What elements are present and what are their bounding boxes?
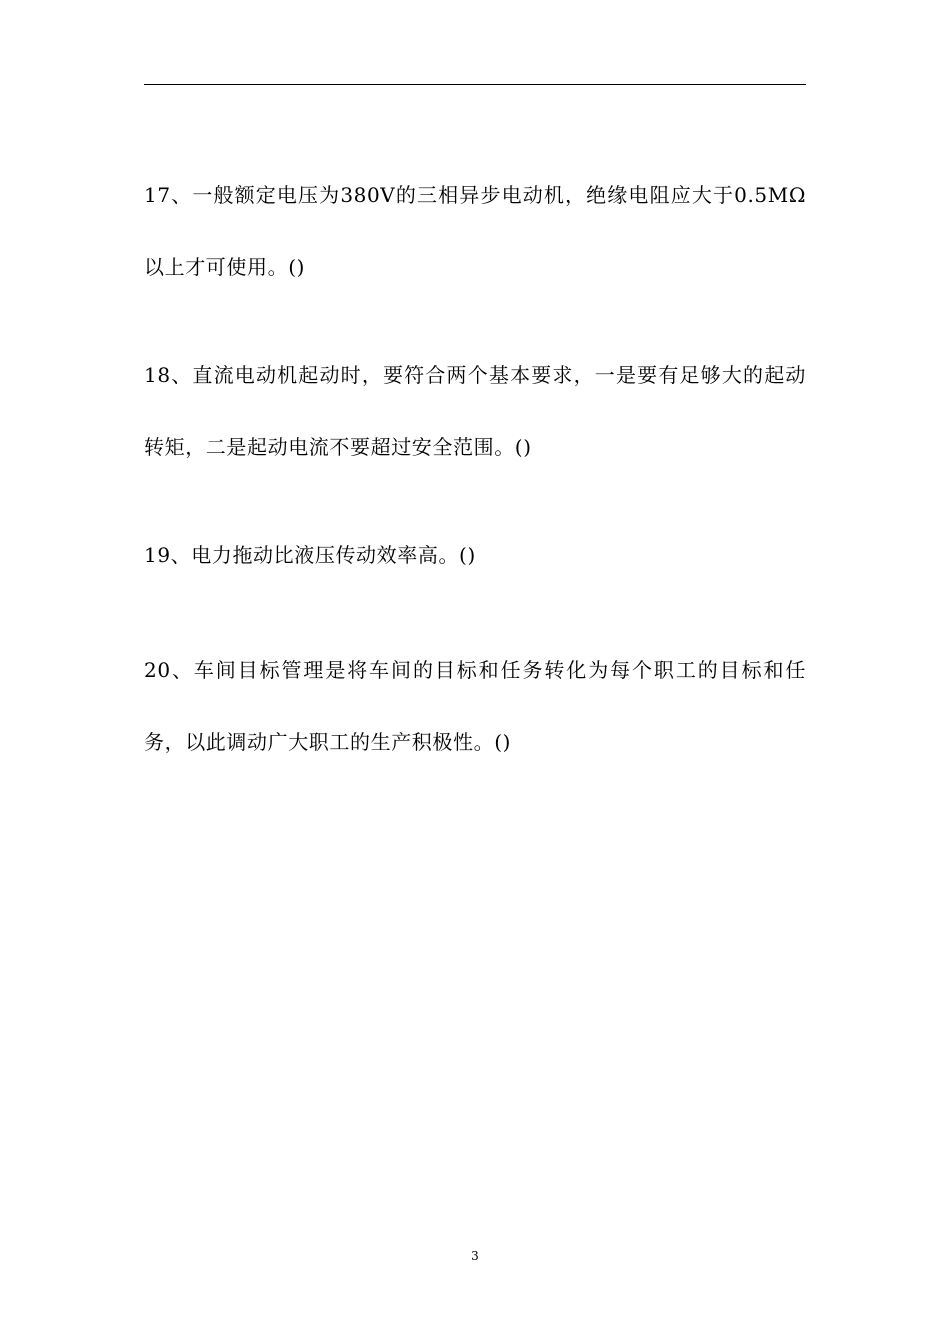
header-rule (144, 84, 806, 85)
question-19: 19、电力拖动比液压传动效率高。() (144, 543, 476, 567)
question-20: 20、车间目标管理是将车间的目标和任务转化为每个职工的目标和任务，以此调动广大职工的生产积极性。() (144, 658, 806, 754)
question-17: 17、一般额定电压为380V的三相异步电动机，绝缘电阻应大于0.5MΩ以上才可使用。() (144, 183, 806, 279)
page-number: 3 (471, 1249, 479, 1263)
question-18: 18、直流电动机起动时，要符合两个基本要求，一是要有足够大的起动转矩，二是起动电流不要超过安全范围。() (144, 363, 806, 459)
